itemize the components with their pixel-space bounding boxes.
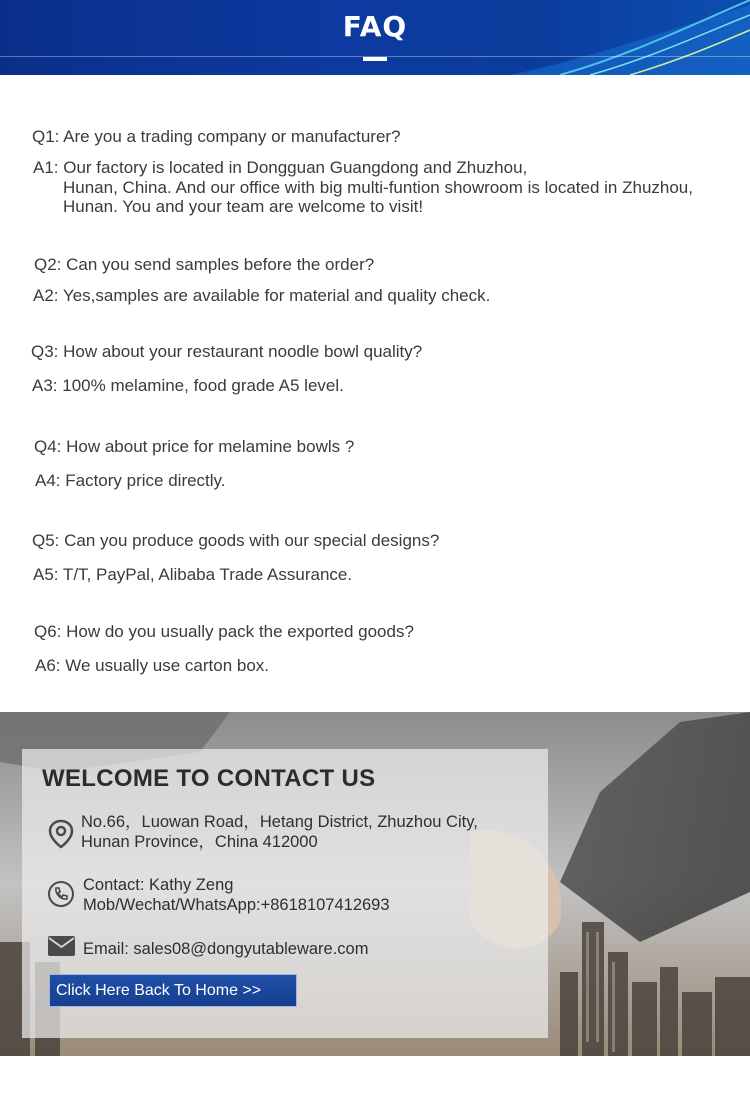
faq-question-4: Q4: How about price for melamine bowls ? [34,437,355,456]
faq-answer-1-line-2: Hunan, China. And our office with big multi-funtion showroom is located in Zhuzhou, [63,178,693,197]
faq-question-6: Q6: How do you usually pack the exported goods? [34,622,414,641]
address-line-1: No.66，Luowan Road，Hetang District, Zhuzhou City, [81,813,478,831]
contact-section [0,712,750,1056]
faq-answer-1-line-3: Hunan. You and your team are welcome to visit! [63,197,424,216]
faq-answer-4: A4: Factory price directly. [35,471,226,490]
faq-question-1: Q1: Are you a trading company or manufacturer? [32,127,401,146]
title-underline [363,57,387,61]
faq-answer-6: A6: We usually use carton box. [35,656,270,675]
contact-phone-number: Mob/Wechat/WhatsApp:+8618107412693 [83,896,390,914]
faq-answer-2: A2: Yes,samples are available for material and quality check. [33,286,491,305]
faq-list [0,75,750,712]
contact-email: Email: sales08@dongyutableware.com [83,940,369,958]
contact-card [22,749,548,1038]
address-line-2: Hunan Province，China 412000 [81,833,318,851]
faq-header [0,0,750,75]
envelope-icon [48,936,75,956]
faq-answer-3: A3: 100% melamine, food grade A5 level. [32,376,344,395]
back-to-home-button[interactable]: Click Here Back To Home >> [49,974,297,1007]
page-title: FAQ [342,10,408,43]
faq-question-3: Q3: How about your restaurant noodle bowl quality? [31,342,423,361]
faq-answer-1-line-1: A1: Our factory is located in Dongguan Guangdong and Zhuzhou, [33,158,528,177]
contact-person: Contact: Kathy Zeng [83,876,234,894]
phone-icon [47,880,75,908]
faq-question-5: Q5: Can you produce goods with our special designs? [32,531,440,550]
faq-answer-5: A5: T/T, PayPal, Alibaba Trade Assurance. [33,565,353,584]
faq-question-2: Q2: Can you send samples before the order? [34,255,375,274]
contact-title: WELCOME TO CONTACT US [42,765,376,792]
location-pin-icon [48,819,74,849]
